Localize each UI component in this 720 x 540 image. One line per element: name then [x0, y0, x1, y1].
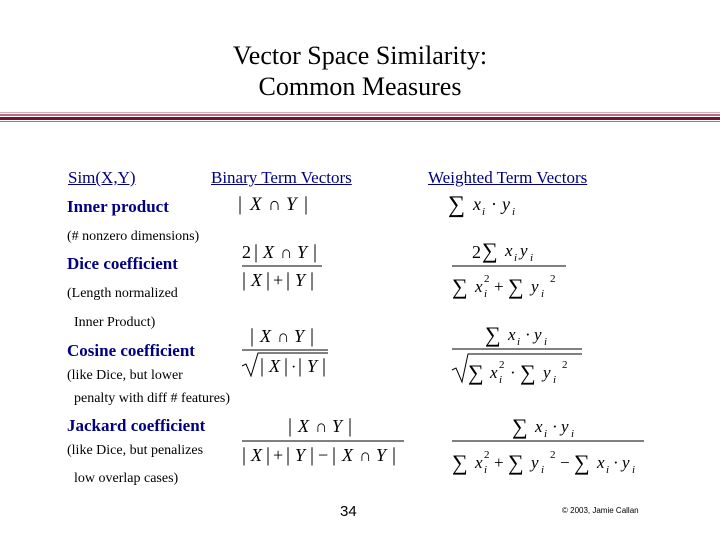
weighted-header: Weighted Term Vectors [428, 168, 588, 187]
svg-text:Y: Y [307, 356, 318, 376]
svg-text:x: x [505, 241, 513, 260]
svg-text:2: 2 [499, 359, 505, 371]
svg-text:Y: Y [294, 326, 305, 346]
inner-binary-formula [238, 190, 318, 220]
svg-text:+: + [273, 445, 284, 465]
svg-text:i: i [632, 464, 636, 476]
svg-text:·: · [510, 363, 516, 382]
svg-text:|: | [304, 193, 309, 215]
dice-note-2: Inner Product) [74, 315, 156, 330]
svg-text:x: x [490, 363, 498, 382]
svg-text:·: · [491, 194, 497, 214]
svg-text:i: i [530, 252, 534, 264]
svg-text:X: X [250, 194, 262, 215]
binary-header: Binary Term Vectors [211, 168, 352, 187]
jackard-binary-formula [240, 412, 410, 472]
svg-text:|: | [392, 444, 397, 466]
inner-weighted-formula [448, 188, 538, 222]
svg-text:|: | [238, 193, 243, 215]
page-number: 34 [340, 503, 357, 520]
sim-header: Sim(X,Y) [68, 168, 136, 187]
svg-text:+: + [273, 270, 284, 290]
svg-text:i: i [541, 464, 545, 476]
svg-text:i: i [553, 374, 557, 386]
svg-text:x: x [475, 277, 483, 296]
svg-text:|: | [242, 269, 247, 291]
svg-text:2: 2 [472, 242, 481, 262]
cosine-note-2: penalty with diff # features) [74, 391, 231, 406]
svg-text:+: + [494, 277, 504, 296]
svg-text:2: 2 [550, 273, 556, 285]
svg-text:|: | [286, 269, 291, 291]
svg-text:x: x [508, 325, 516, 344]
svg-text:i: i [484, 464, 488, 476]
svg-text:i: i [499, 374, 503, 386]
svg-text:2: 2 [484, 449, 490, 461]
svg-text:−: − [318, 445, 329, 465]
cosine-note-1: (like Dice, but lower [67, 368, 183, 383]
svg-text:y: y [561, 417, 569, 436]
svg-text:∑: ∑ [508, 274, 524, 299]
jackard-note-1: (like Dice, but penalizes [67, 443, 204, 458]
svg-text:·: · [291, 359, 297, 376]
svg-text:·: · [552, 417, 558, 436]
inner-product-note: (# nonzero dimensions) [67, 229, 200, 244]
svg-text:Y: Y [297, 242, 308, 262]
svg-text:|: | [284, 355, 289, 377]
svg-text:|: | [266, 269, 271, 291]
title-divider [0, 112, 720, 122]
dice-binary-formula [240, 238, 330, 298]
svg-text:Y: Y [332, 416, 343, 436]
svg-text:i: i [571, 428, 575, 440]
svg-text:2: 2 [550, 449, 556, 461]
svg-text:x: x [597, 453, 605, 472]
svg-text:X: X [251, 270, 262, 290]
dice-note-1: (Length normalized [67, 286, 178, 301]
jackard-weighted-formula [450, 410, 650, 476]
svg-text:x: x [473, 194, 481, 214]
svg-text:·: · [613, 453, 619, 472]
svg-text:∩: ∩ [268, 194, 281, 214]
svg-text:y: y [520, 241, 528, 260]
svg-text:∑: ∑ [448, 192, 466, 218]
svg-text:|: | [310, 269, 315, 291]
svg-text:|: | [322, 355, 327, 377]
svg-text:∑: ∑ [468, 360, 484, 385]
svg-text:X: X [251, 445, 262, 465]
title-line-1: Vector Space Similarity: [232, 41, 488, 70]
svg-text:∑: ∑ [520, 360, 536, 385]
dice-label: Dice coefficient [67, 254, 178, 273]
svg-text:∩: ∩ [315, 417, 328, 436]
svg-text:Y: Y [286, 194, 297, 215]
svg-text:X: X [260, 326, 271, 346]
svg-text:i: i [606, 464, 610, 476]
cosine-weighted-formula [450, 318, 590, 388]
svg-text:i: i [541, 288, 545, 300]
svg-text:Y: Y [295, 270, 306, 290]
svg-text:+: + [494, 453, 504, 472]
jackard-note-2: low overlap cases) [74, 471, 179, 486]
svg-text:∩: ∩ [277, 327, 290, 346]
svg-text:−: − [560, 453, 570, 472]
svg-text:i: i [544, 428, 548, 440]
svg-text:·: · [525, 325, 531, 344]
svg-text:i: i [484, 288, 488, 300]
svg-text:X: X [269, 356, 280, 376]
svg-text:X: X [342, 445, 353, 465]
svg-text:|: | [286, 444, 291, 466]
svg-text:i: i [514, 252, 518, 264]
svg-text:i: i [482, 206, 486, 218]
svg-text:|: | [298, 355, 303, 377]
svg-text:|: | [310, 325, 315, 347]
svg-text:Y: Y [376, 445, 387, 465]
inner-product-label: Inner product [67, 197, 169, 216]
svg-text:y: y [531, 277, 539, 296]
svg-text:y: y [622, 453, 630, 472]
svg-text:|: | [266, 444, 271, 466]
dice-weighted-formula [450, 234, 570, 300]
svg-text:∑: ∑ [452, 450, 468, 475]
svg-text:i: i [512, 206, 516, 218]
svg-text:∑: ∑ [485, 322, 501, 347]
svg-text:y: y [502, 194, 510, 214]
svg-text:|: | [254, 241, 259, 263]
jackard-label: Jackard coefficient [67, 416, 206, 435]
svg-text:∑: ∑ [574, 450, 590, 475]
svg-text:|: | [332, 444, 337, 466]
svg-text:|: | [348, 415, 353, 437]
svg-text:2: 2 [484, 273, 490, 285]
svg-text:2: 2 [242, 242, 251, 262]
svg-text:y: y [531, 453, 539, 472]
svg-text:∑: ∑ [512, 414, 528, 439]
svg-text:Y: Y [295, 445, 306, 465]
svg-text:i: i [544, 336, 548, 348]
title-line-2: Common Measures [258, 72, 462, 101]
cosine-binary-formula [240, 322, 332, 382]
svg-text:2: 2 [562, 359, 568, 371]
svg-text:y: y [543, 363, 551, 382]
svg-text:∑: ∑ [482, 238, 498, 263]
svg-text:y: y [534, 325, 542, 344]
svg-text:|: | [288, 415, 293, 437]
slide-title [150, 40, 570, 102]
svg-text:|: | [310, 444, 315, 466]
svg-text:∑: ∑ [452, 274, 468, 299]
cosine-label: Cosine coefficient [67, 341, 195, 360]
svg-text:X: X [263, 242, 274, 262]
svg-text:i: i [517, 336, 521, 348]
svg-text:|: | [250, 325, 255, 347]
svg-text:|: | [260, 355, 265, 377]
svg-text:X: X [298, 416, 309, 436]
svg-text:x: x [475, 453, 483, 472]
svg-text:|: | [242, 444, 247, 466]
svg-text:∩: ∩ [359, 446, 372, 465]
svg-text:∑: ∑ [508, 450, 524, 475]
svg-text:∩: ∩ [280, 243, 293, 262]
copyright-notice: © 2003, Jamie Callan [562, 506, 639, 515]
svg-text:|: | [313, 241, 318, 263]
svg-text:x: x [535, 417, 543, 436]
